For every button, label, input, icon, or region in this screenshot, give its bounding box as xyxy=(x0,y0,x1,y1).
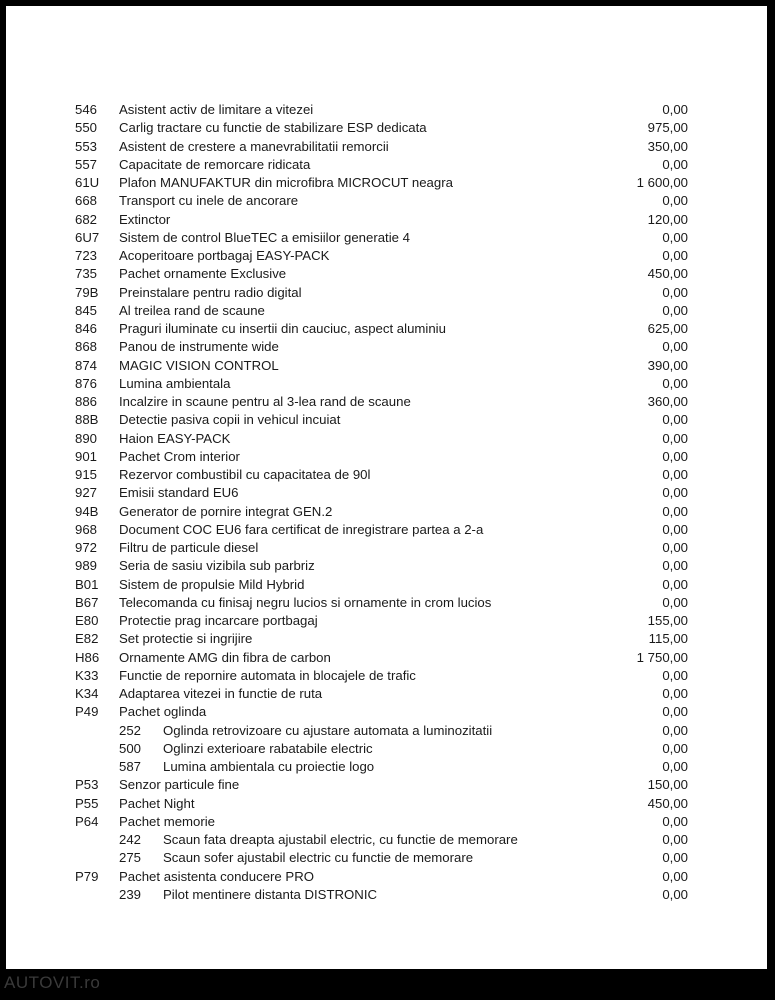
option-row xyxy=(6,338,767,356)
option-code: 901 xyxy=(75,448,98,464)
option-price: 115,00 xyxy=(648,631,688,647)
option-code: 989 xyxy=(75,558,98,574)
option-price: 0,00 xyxy=(662,576,688,592)
option-code: 682 xyxy=(75,211,98,227)
option-price: 0,00 xyxy=(662,540,688,555)
option-description: Sistem de control BlueTEC a emisiilor generatie 4 xyxy=(119,229,410,245)
watermark-logo: AUTOVIT.ro xyxy=(4,973,101,992)
option-description: Generator de pornire integrat GEN.2 xyxy=(119,503,333,519)
sub-option-row xyxy=(6,849,767,867)
document-page xyxy=(6,6,767,969)
sub-option-row xyxy=(6,740,767,758)
option-row xyxy=(6,484,767,502)
option-row xyxy=(6,448,767,466)
option-description: Extinctor xyxy=(119,211,171,227)
option-description: Asistent activ de limitare a vitezei xyxy=(119,102,314,117)
option-description: Filtru de particule diesel xyxy=(119,540,259,555)
option-price: 0,00 xyxy=(662,594,688,610)
option-description: Oglinzi exterioare rabatabile electric xyxy=(163,740,373,756)
option-price: 0,00 xyxy=(662,850,688,866)
option-price: 155,00 xyxy=(647,613,688,628)
option-row xyxy=(6,101,767,119)
option-code: 557 xyxy=(75,156,98,172)
option-price: 0,00 xyxy=(662,284,688,300)
option-code: 94B xyxy=(75,503,99,519)
option-description: Acoperitoare portbagaj EASY-PACK xyxy=(119,248,330,263)
option-row xyxy=(6,630,767,648)
option-description: MAGIC VISION CONTROL xyxy=(119,357,279,373)
option-description: Ornamente AMG din fibra de carbon xyxy=(119,649,331,665)
option-price: 0,00 xyxy=(662,722,688,738)
option-row xyxy=(6,612,767,630)
option-price: 0,00 xyxy=(662,339,688,355)
option-price: 0,00 xyxy=(662,467,688,482)
option-price: 0,00 xyxy=(662,759,688,774)
option-description: Pachet ornamente Exclusive xyxy=(119,266,287,282)
option-row xyxy=(6,211,767,229)
option-description: Panou de instrumente wide xyxy=(119,339,279,355)
option-row xyxy=(6,868,767,886)
option-code: 587 xyxy=(119,759,142,774)
option-price: 0,00 xyxy=(662,868,688,884)
option-code: E82 xyxy=(75,631,99,647)
option-code: P53 xyxy=(75,777,99,793)
option-code: 500 xyxy=(119,740,142,756)
option-price: 0,00 xyxy=(662,375,688,391)
option-price: 0,00 xyxy=(662,485,688,501)
option-description: Al treilea rand de scaune xyxy=(119,302,265,318)
option-price: 0,00 xyxy=(662,302,688,318)
option-description: Oglinda retrovizoare cu ajustare automata a luminozitatii xyxy=(163,722,493,738)
option-price: 450,00 xyxy=(647,266,688,282)
option-row xyxy=(6,357,767,375)
option-row xyxy=(6,229,767,247)
option-description: Incalzire in scaune pentru al 3-lea rand de scaune xyxy=(119,394,411,409)
sub-option-row xyxy=(6,831,767,849)
option-row xyxy=(6,156,767,174)
option-price: 360,00 xyxy=(647,394,688,409)
option-price: 0,00 xyxy=(662,156,688,172)
option-row xyxy=(6,557,767,575)
option-description: Set protectie si ingrijire xyxy=(119,631,253,647)
option-code: 88B xyxy=(75,412,99,428)
option-row xyxy=(6,174,767,192)
option-description: Transport cu inele de ancorare xyxy=(119,193,299,209)
option-code: 915 xyxy=(75,467,98,482)
sub-option-row xyxy=(6,722,767,740)
option-description: Plafon MANUFAKTUR din microfibra MICROCUT neagra xyxy=(119,175,453,190)
option-description: Pachet memorie xyxy=(119,813,216,829)
option-code: P49 xyxy=(75,704,99,720)
option-price: 0,00 xyxy=(662,229,688,245)
option-row xyxy=(6,776,767,794)
option-row xyxy=(6,649,767,667)
option-price: 1 600,00 xyxy=(636,175,688,190)
option-row xyxy=(6,284,767,302)
option-description: Document COC EU6 fara certificat de inregistrare partea a 2-a xyxy=(119,521,484,537)
option-code: 668 xyxy=(75,193,98,209)
option-price: 390,00 xyxy=(647,357,688,373)
option-code: K34 xyxy=(75,686,99,701)
option-description: Haion EASY-PACK xyxy=(119,430,231,446)
option-code: 723 xyxy=(75,248,98,263)
option-row xyxy=(6,393,767,411)
option-row xyxy=(6,594,767,612)
option-row xyxy=(6,466,767,484)
option-row xyxy=(6,302,767,320)
option-description: Praguri iluminate cu insertii din cauciuc, aspect aluminiu xyxy=(119,321,446,336)
option-code: 546 xyxy=(75,102,98,117)
option-code: 252 xyxy=(119,722,142,738)
option-row xyxy=(6,795,767,813)
option-price: 0,00 xyxy=(662,503,688,519)
option-row xyxy=(6,539,767,557)
option-price: 150,00 xyxy=(647,777,688,793)
option-row xyxy=(6,667,767,685)
option-description: Functie de repornire automata in blocajele de trafic xyxy=(119,667,416,683)
option-description: Pachet Night xyxy=(119,795,195,811)
option-row xyxy=(6,375,767,393)
option-description: Pachet Crom interior xyxy=(119,448,240,464)
option-description: Telecomanda cu finisaj negru lucios si ornamente in crom lucios xyxy=(119,594,492,610)
option-description: Seria de sasiu vizibila sub parbriz xyxy=(119,558,315,574)
option-code: 927 xyxy=(75,485,98,501)
option-description: Scaun fata dreapta ajustabil electric, cu functie de memorare xyxy=(163,832,518,847)
option-code: 242 xyxy=(119,832,142,847)
option-code: 275 xyxy=(119,850,142,866)
option-code: P79 xyxy=(75,868,99,884)
option-code: E80 xyxy=(75,613,99,628)
option-price: 450,00 xyxy=(647,795,688,811)
option-description: Scaun sofer ajustabil electric cu functie de memorare xyxy=(163,850,474,866)
option-code: 972 xyxy=(75,540,98,555)
option-row xyxy=(6,265,767,283)
option-description: Carlig tractare cu functie de stabilizare ESP dedicata xyxy=(119,120,427,136)
option-code: 868 xyxy=(75,339,98,355)
option-price: 975,00 xyxy=(647,120,688,136)
option-row xyxy=(6,703,767,721)
option-description: Protectie prag incarcare portbagaj xyxy=(119,613,318,628)
option-price: 350,00 xyxy=(647,138,688,154)
option-description: Capacitate de remorcare ridicata xyxy=(119,156,311,172)
option-code: 845 xyxy=(75,302,98,318)
option-code: K33 xyxy=(75,667,99,683)
option-description: Detectie pasiva copii in vehicul incuiat xyxy=(119,412,341,428)
option-code: 846 xyxy=(75,321,98,336)
option-row xyxy=(6,411,767,429)
option-price: 0,00 xyxy=(662,102,688,117)
option-code: B67 xyxy=(75,594,99,610)
sub-option-row xyxy=(6,886,767,904)
option-description: Senzor particule fine xyxy=(119,777,240,793)
option-price: 1 750,00 xyxy=(636,649,688,665)
option-price: 625,00 xyxy=(647,321,688,336)
options-list xyxy=(6,101,767,904)
option-row xyxy=(6,320,767,338)
option-price: 0,00 xyxy=(662,686,688,701)
option-description: Rezervor combustibil cu capacitatea de 90l xyxy=(119,467,371,482)
option-code: P55 xyxy=(75,795,99,811)
option-code: 79B xyxy=(75,284,99,300)
option-code: 553 xyxy=(75,138,98,154)
option-code: 886 xyxy=(75,394,98,409)
option-price: 0,00 xyxy=(662,448,688,464)
option-row xyxy=(6,521,767,539)
option-row xyxy=(6,119,767,137)
option-price: 0,00 xyxy=(662,521,688,537)
option-row xyxy=(6,503,767,521)
option-price: 0,00 xyxy=(662,740,688,756)
option-price: 0,00 xyxy=(662,430,688,446)
option-row xyxy=(6,192,767,210)
option-price: 0,00 xyxy=(662,558,688,574)
option-code: H86 xyxy=(75,649,100,665)
option-code: 968 xyxy=(75,521,98,537)
option-row xyxy=(6,685,767,703)
option-code: 6U7 xyxy=(75,229,100,245)
option-code: 890 xyxy=(75,430,98,446)
option-description: Pilot mentinere distanta DISTRONIC xyxy=(163,886,378,902)
option-code: 876 xyxy=(75,375,98,391)
option-description: Asistent de crestere a manevrabilitatii remorcii xyxy=(119,138,389,154)
option-description: Sistem de propulsie Mild Hybrid xyxy=(119,576,305,592)
option-description: Emisii standard EU6 xyxy=(119,485,239,501)
option-description: Lumina ambientala cu proiectie logo xyxy=(163,759,375,774)
option-price: 120,00 xyxy=(647,211,688,227)
option-description: Pachet asistenta conducere PRO xyxy=(119,868,314,884)
option-row xyxy=(6,430,767,448)
option-code: 61U xyxy=(75,175,100,190)
option-code: 239 xyxy=(119,886,142,902)
option-price: 0,00 xyxy=(662,248,688,263)
option-price: 0,00 xyxy=(662,704,688,720)
sub-option-row xyxy=(6,758,767,776)
option-price: 0,00 xyxy=(662,667,688,683)
option-description: Lumina ambientala xyxy=(119,375,231,391)
option-row xyxy=(6,576,767,594)
option-price: 0,00 xyxy=(662,832,688,847)
option-row xyxy=(6,247,767,265)
option-description: Adaptarea vitezei in functie de ruta xyxy=(119,686,323,701)
option-description: Preinstalare pentru radio digital xyxy=(119,284,302,300)
option-row xyxy=(6,813,767,831)
option-description: Pachet oglinda xyxy=(119,704,207,720)
option-code: 874 xyxy=(75,357,98,373)
option-code: 735 xyxy=(75,266,98,282)
option-price: 0,00 xyxy=(662,412,688,428)
option-price: 0,00 xyxy=(662,813,688,829)
option-price: 0,00 xyxy=(662,886,688,902)
option-code: B01 xyxy=(75,576,99,592)
option-code: P64 xyxy=(75,813,99,829)
option-code: 550 xyxy=(75,120,98,136)
option-row xyxy=(6,138,767,156)
option-price: 0,00 xyxy=(662,193,688,209)
